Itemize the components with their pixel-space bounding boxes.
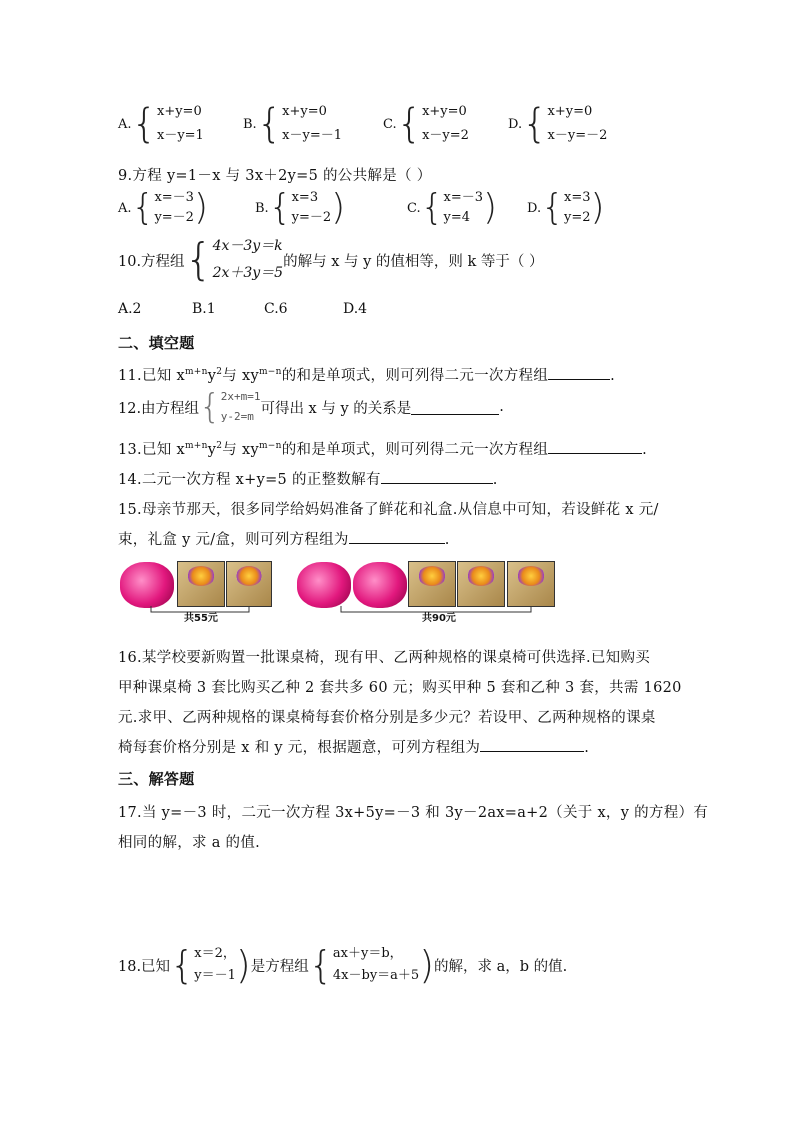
equation: y=－2: [291, 209, 332, 225]
q10-option-a: A.2: [118, 301, 142, 317]
exponent: 2: [216, 441, 223, 452]
text: 14.二元一次方程 x+y=5 的正整数解有: [118, 472, 381, 488]
exponent: m+n: [184, 441, 208, 452]
q12-text: [118, 387, 504, 427]
equation: x+y=0: [156, 104, 202, 119]
text: 是方程组: [250, 958, 309, 975]
exponent: m−n: [258, 441, 282, 452]
q10-suffix: 的解与 x 与 y 的值相等，则 k 等于（ ）: [283, 253, 544, 270]
answer-blank[interactable]: [548, 378, 610, 380]
left-brace: {: [170, 943, 195, 987]
q9-text: 9.方程 y=1－x 与 3x＋2y=5 的公共解是（ ）: [118, 168, 432, 184]
equation: 4x－3y＝k: [212, 238, 283, 254]
equation-pair: [548, 105, 608, 143]
q10-text: [118, 234, 544, 285]
q9-option-d: [527, 187, 605, 228]
q17-line1: 17.当 y=－3 时，二元一次方程 3x+5y=－3 和 3y－2ax=a+2（关于 x，y 的方程）有: [118, 805, 709, 821]
equation-pair: [422, 105, 469, 143]
text: 可得出 x 与 y 的关系是: [260, 400, 412, 417]
flower-icon: [120, 562, 174, 608]
exponent: 2: [216, 367, 223, 378]
option-label: D.: [527, 200, 542, 216]
equation: x+y=0: [282, 104, 327, 119]
right-brace: ): [419, 943, 435, 987]
option-label: A.: [118, 116, 132, 132]
equation: 2x＋3y＝5: [212, 264, 284, 281]
gift-box-icon: [226, 561, 272, 607]
equation: 4x－by＝a＋5: [332, 967, 420, 983]
exponent: m−n: [258, 367, 282, 378]
text: 束，礼盒 y 元/盒，则可列方程组为: [118, 532, 349, 548]
left-brace: {: [541, 187, 564, 228]
q10-option-b: B.1: [192, 301, 216, 317]
q14-text: [118, 468, 498, 489]
flower-icon: [353, 562, 407, 608]
equation: x=－3: [154, 190, 194, 205]
equation-pair: [157, 105, 204, 143]
q16-line2: 甲种课桌椅 3 套比购买乙种 2 套共多 60 元；购买甲种 5 套和乙种 3 套，共需 1620: [118, 680, 682, 696]
left-brace: {: [268, 187, 292, 228]
equation: x＝2，: [194, 946, 236, 961]
option-label: B.: [255, 200, 269, 216]
equation: x－y=2: [422, 127, 469, 143]
text: 18.已知: [118, 958, 171, 975]
equation-pair: [564, 191, 591, 225]
equation-pair: [282, 105, 342, 143]
answer-blank[interactable]: [548, 452, 642, 454]
left-brace: {: [396, 101, 423, 147]
q11-text: [118, 364, 615, 385]
equation: 2x+m=1: [220, 390, 261, 403]
q9-option-c: [407, 187, 498, 228]
section-heading: 三、解答题: [118, 770, 195, 788]
text: .: [610, 368, 616, 384]
left-brace: {: [131, 101, 157, 147]
flower-icon: [297, 562, 351, 608]
option-label: A.: [118, 200, 132, 216]
right-total-label: 共90元: [422, 613, 456, 624]
answer-blank[interactable]: [411, 413, 499, 415]
equation-pair: [221, 391, 261, 423]
gift-box-icon: [507, 561, 555, 607]
left-brace: {: [199, 387, 221, 427]
gift-box-icon: [457, 561, 505, 607]
equation-pair: [154, 191, 194, 225]
text: 13.已知 x: [118, 442, 185, 458]
gift-box-icon: [408, 561, 456, 607]
equation: x+y=0: [422, 104, 467, 119]
equation: y=2: [564, 209, 591, 225]
q10-option-c: C.6: [264, 301, 288, 317]
left-brace: {: [256, 101, 283, 147]
q8-option-c: [383, 101, 469, 147]
q16-line4: [118, 736, 589, 757]
q8-option-a: [118, 101, 204, 147]
equation: y=4: [443, 209, 471, 225]
right-brace: ): [331, 187, 346, 228]
text: 与 xy: [222, 442, 259, 458]
left-brace: {: [420, 187, 444, 228]
text: .: [642, 442, 648, 458]
q18-text: [118, 943, 568, 987]
text: y: [207, 368, 217, 384]
text: 12.由方程组: [118, 400, 200, 417]
text: .: [499, 399, 504, 415]
left-brace: {: [131, 187, 155, 228]
equation: x－y=－2: [547, 127, 608, 143]
q15-line2: [118, 528, 450, 549]
equation: x－y=1: [156, 127, 204, 143]
q8-option-b: [243, 101, 342, 147]
equation: x=3: [564, 190, 591, 205]
option-label: C.: [407, 200, 421, 216]
text: .: [444, 532, 450, 548]
option-label: C.: [383, 116, 397, 132]
equation: x－y=－1: [282, 127, 342, 143]
text: 的和是单项式，则可列得二元一次方程组: [281, 442, 549, 458]
left-brace: {: [522, 101, 548, 147]
left-brace: {: [308, 943, 333, 987]
text: y: [207, 442, 217, 458]
text: 的解，求 a，b 的值.: [434, 958, 568, 975]
option-label: D.: [508, 116, 523, 132]
equation-pair: [194, 947, 236, 983]
equation: x=3: [291, 190, 319, 205]
answer-blank[interactable]: [381, 482, 493, 484]
right-brace: ): [590, 187, 605, 228]
text: 与 xy: [222, 368, 259, 384]
answer-blank[interactable]: [349, 542, 445, 544]
equation-pair: [444, 191, 484, 225]
left-total-label: 共55元: [184, 613, 218, 624]
q10-prefix: 10.方程组: [118, 253, 185, 270]
equation: y-2=m: [220, 409, 254, 423]
text: .: [584, 740, 590, 756]
right-brace: ): [235, 943, 251, 987]
right-brace: ): [193, 187, 208, 228]
q13-text: [118, 438, 647, 459]
equation: y＝－1: [194, 967, 236, 983]
left-brace: {: [184, 234, 213, 285]
equation-pair: [213, 239, 284, 281]
q9-option-a: [118, 187, 208, 228]
exponent: m+n: [184, 367, 208, 378]
q16-line3: 元.求甲、乙两种规格的课桌椅每套价格分别是多少元？若设甲、乙两种规格的课桌: [118, 710, 656, 726]
q9-option-b: [255, 187, 346, 228]
gift-box-icon: [177, 561, 225, 607]
text: .: [492, 472, 498, 488]
equation-pair: [292, 191, 332, 225]
text: 11.已知 x: [118, 368, 185, 384]
equation: y=－2: [154, 209, 194, 225]
q17-line2: 相同的解，求 a 的值.: [118, 835, 261, 851]
equation: x=－3: [443, 190, 484, 205]
equation: ax＋y＝b，: [332, 946, 403, 961]
q16-line1: 16.某学校要新购置一批课桌椅，现有甲、乙两种规格的课桌椅可供选择.已知购买: [118, 650, 651, 666]
answer-blank[interactable]: [480, 750, 584, 752]
q10-option-d: D.4: [343, 301, 368, 317]
q8-option-d: [508, 101, 608, 147]
equation: x+y=0: [547, 104, 593, 119]
section-heading: 二、填空题: [118, 334, 195, 352]
right-brace: ): [483, 187, 498, 228]
text: 椅每套价格分别是 x 和 y 元，根据题意，可列方程组为: [118, 740, 481, 756]
q15-line1: 15.母亲节那天，很多同学给妈妈准备了鲜花和礼盒.从信息中可知，若设鲜花 x 元/: [118, 502, 659, 518]
equation-pair: [333, 947, 419, 983]
text: 的和是单项式，则可列得二元一次方程组: [281, 368, 549, 384]
option-label: B.: [243, 116, 257, 132]
